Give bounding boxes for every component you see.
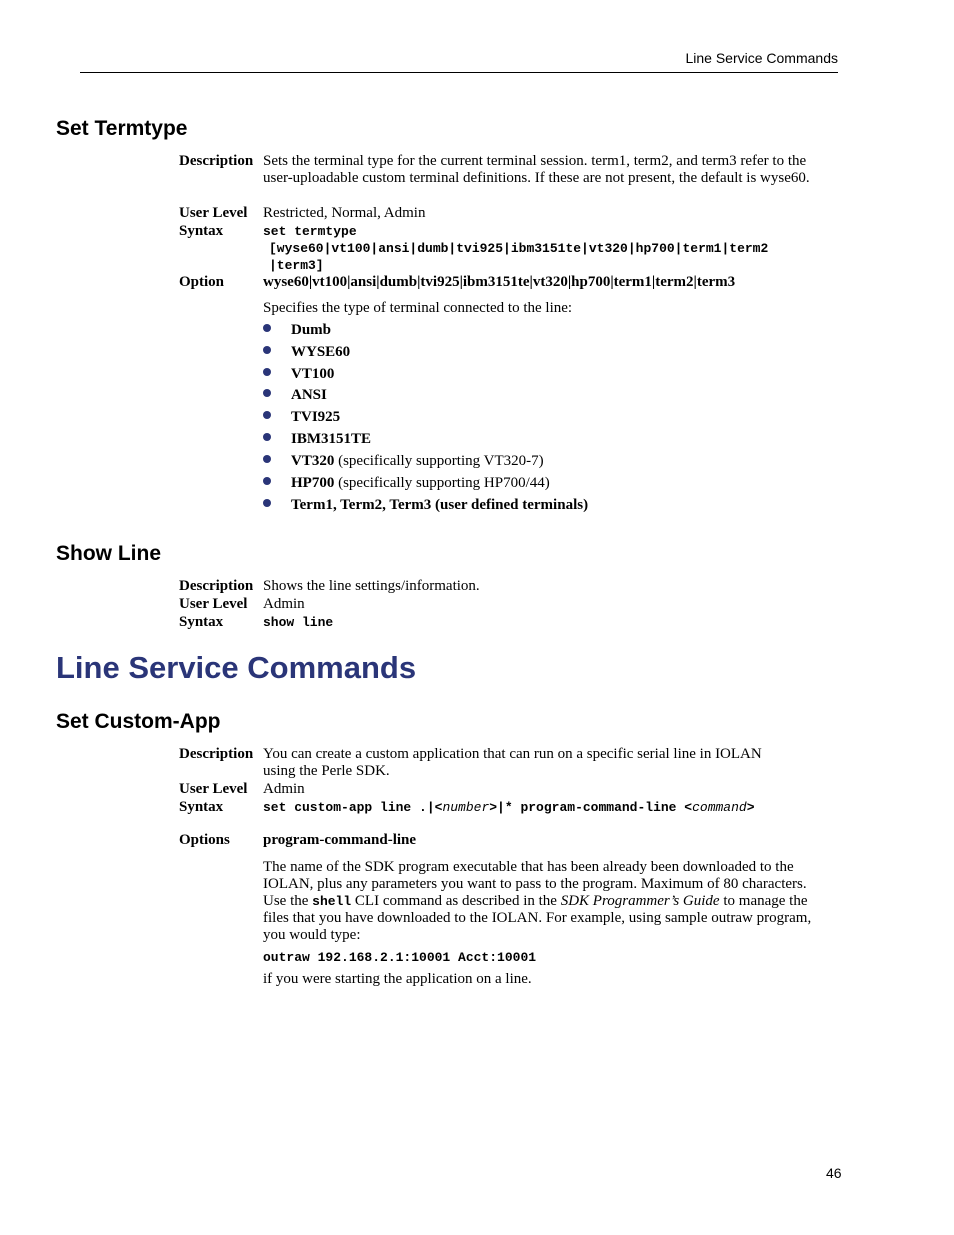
showline-syntax: show line [263,615,334,630]
termtype-syntax-line3: |term3] [269,258,324,273]
list-item: VT100 [263,366,334,383]
list-item: VT320 (specifically supporting VT320-7) [263,453,544,470]
bullet-icon [263,346,271,354]
termtype-level-label: User Level [179,205,248,221]
customapp-desc: You can create a custom application that can run on a specific serial line in IOLAN using the Perle SDK. [263,746,762,779]
bullet-icon [263,368,271,376]
customapp-level-label: User Level [179,781,248,797]
header-rule [80,72,838,73]
termtype-desc-label: Description [179,153,254,169]
customapp-desc-label: Description [179,746,254,762]
bullet-icon [263,499,271,507]
showline-level: Admin [263,596,305,612]
customapp-options-label: Options [179,832,230,848]
termtype-specifies: Specifies the type of terminal connected to the line: [263,300,573,316]
list-item: Term1, Term2, Term3 (user defined terminals) [263,497,588,514]
customapp-option-name: program-command-line [263,832,417,848]
page-number: 46 [826,1165,842,1181]
bullet-icon [263,389,271,397]
bullet-icon [263,411,271,419]
section-title: Line Service Commands [56,650,417,685]
customapp-syntax-label: Syntax [179,799,224,815]
termtype-desc: Sets the terminal type for the current terminal session. term1, term2, and term3 refer to the user-uploadable custom terminal definitions. If these are not present, the default is wyse60. [263,153,810,186]
bullet-icon [263,455,271,463]
showline-desc-label: Description [179,578,254,594]
showline-desc: Shows the line settings/information. [263,578,480,594]
termtype-syntax-label: Syntax [179,223,224,239]
show-line-heading: Show Line [56,542,161,565]
customapp-after: if you were starting the application on a line. [263,971,532,987]
list-item: ANSI [263,387,327,404]
list-item: WYSE60 [263,344,350,361]
list-item: Dumb [263,322,331,339]
set-custom-app-heading: Set Custom-App [56,710,221,733]
list-item: TVI925 [263,409,340,426]
customapp-level: Admin [263,781,305,797]
customapp-paragraph: The name of the SDK program executable that has been already been downloaded to the IOLAN, plus any parameters you want to pass to the program. Maximum of 80 characters. Use the shell CLI command as described in the SDK Programmer’s Guide to manage the files that you have downloaded to the IOLAN. For example, using sample outraw program, you would type: [263,859,812,943]
showline-syntax-label: Syntax [179,614,224,630]
termtype-syntax-line1: set termtype [263,224,357,239]
customapp-example: outraw 192.168.2.1:10001 Acct:10001 [263,950,537,965]
bullet-icon [263,433,271,441]
termtype-level: Restricted, Normal, Admin [263,205,426,221]
showline-level-label: User Level [179,596,248,612]
list-item: HP700 (specifically supporting HP700/44) [263,475,550,492]
termtype-option-label: Option [179,274,225,290]
termtype-option: wyse60|vt100|ansi|dumb|tvi925|ibm3151te|vt320|hp700|term1|term2|term3 [263,274,736,290]
list-item: IBM3151TE [263,431,371,448]
bullet-icon [263,477,271,485]
set-termtype-heading: Set Termtype [56,117,188,140]
customapp-syntax: set custom-app line .|<number>|* program-command-line <command> [263,800,755,815]
termtype-syntax-line2: [wyse60|vt100|ansi|dumb|tvi925|ibm3151te|vt320|hp700|term1|term2 [269,241,769,256]
running-header: Line Service Commands [685,50,838,66]
bullet-icon [263,324,271,332]
